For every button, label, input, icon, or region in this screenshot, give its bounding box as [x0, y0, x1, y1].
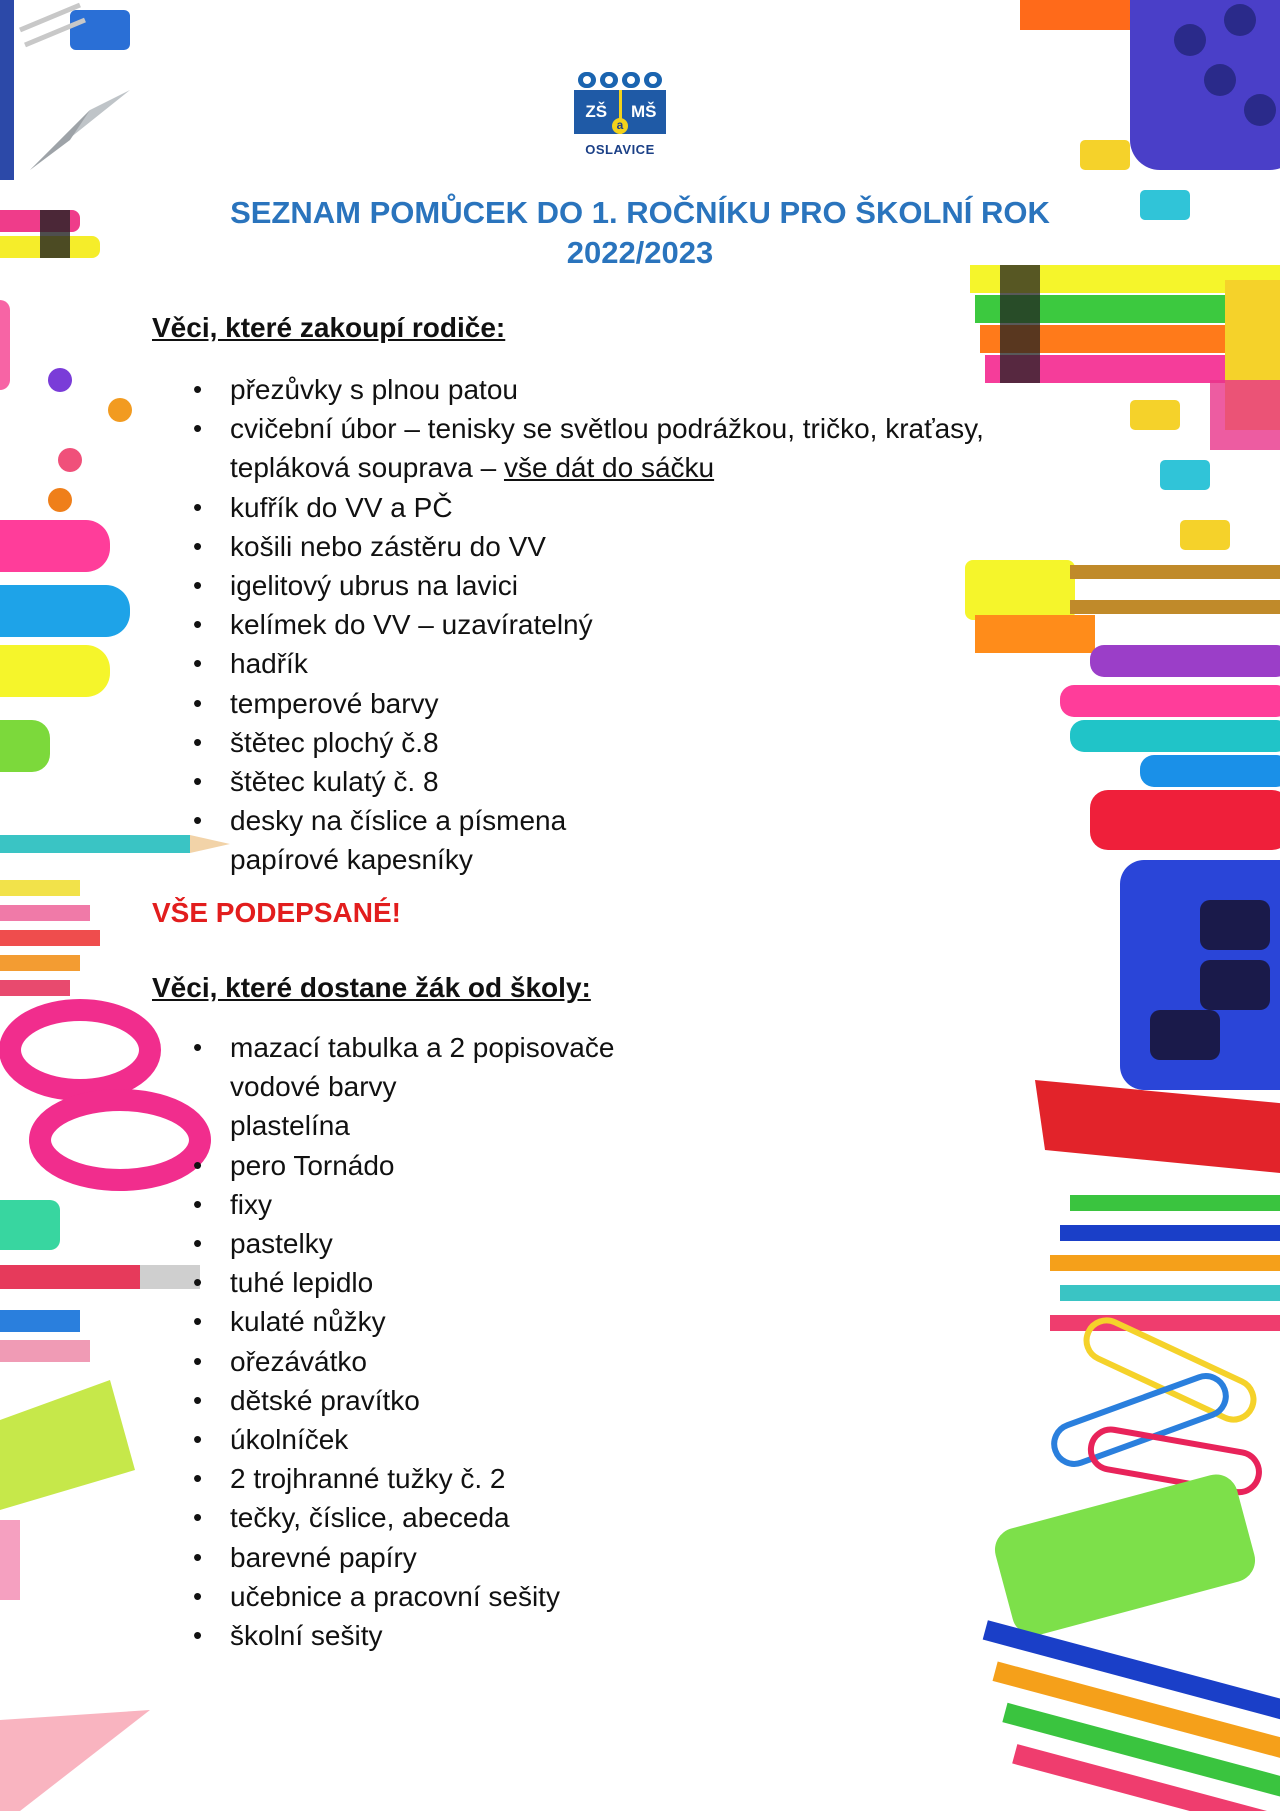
list-item: • igelitový ubrus na lavici — [0, 566, 960, 605]
list-item: • barevné papíry — [0, 1538, 960, 1577]
logo-left-text: ZŠ — [574, 90, 619, 134]
list-item: • pastelky — [0, 1224, 960, 1263]
logo-dots — [574, 72, 666, 88]
logo-connector: a — [612, 118, 628, 134]
list-item: • kufřík do VV a PČ — [0, 488, 960, 527]
list-item: • dětské pravítko — [0, 1381, 960, 1420]
title-line-1: SEZNAM POMŮCEK DO 1. ROČNÍKU PRO ŠKOLNÍ ROK — [230, 195, 1050, 230]
list-item-continuation: tepláková souprava – vše dát do sáčku — [230, 452, 715, 484]
list-item: • pero Tornádo — [0, 1146, 960, 1185]
list-item: • učebnice a pracovní sešity — [0, 1577, 960, 1616]
list-item: • cvičební úbor – tenisky se světlou podrážkou, tričko, kraťasy, tepláková souprava – vše dát do sáčku — [0, 409, 960, 487]
list-item: • tečky, číslice, abeceda — [0, 1498, 960, 1537]
list-item: • temperové barvy — [0, 684, 960, 723]
list-item: • hadřík — [0, 644, 960, 683]
list-item: • desky na číslice a písmena — [0, 801, 960, 840]
list-item: • kelímek do VV – uzavíratelný — [0, 605, 960, 644]
list-item: papírové kapesníky — [230, 844, 473, 876]
list-item: • školní sešity — [0, 1616, 960, 1655]
school-logo — [574, 72, 666, 164]
list-item: • kulaté nůžky — [0, 1302, 960, 1341]
list-item: • úkolníček — [0, 1420, 960, 1459]
list-item: vodové barvy — [230, 1071, 397, 1103]
list-item: plastelína — [230, 1110, 350, 1142]
school-section-heading: Věci, které dostane žák od školy: — [152, 972, 591, 1003]
title-line-2: 2022/2023 — [566, 235, 714, 270]
parents-section-heading: Věci, které zakoupí rodiče: — [152, 312, 506, 343]
list-item: • 2 trojhranné tužky č. 2 — [0, 1459, 960, 1498]
list-item: • ořezávátko — [0, 1342, 960, 1381]
list-item: • štětec plochý č.8 — [0, 723, 960, 762]
list-item: • mazací tabulka a 2 popisovače — [0, 1028, 960, 1067]
signed-warning: VŠE PODEPSANÉ! — [152, 897, 401, 928]
logo-town: OSLAVICE — [585, 142, 655, 157]
list-item: • přezůvky s plnou patou — [0, 370, 960, 409]
list-item: • fixy — [0, 1185, 960, 1224]
list-item: • košili nebo zástěru do VV — [0, 527, 960, 566]
logo-right-text: MŠ — [619, 90, 667, 134]
parents-items-list — [0, 370, 984, 880]
school-items-list — [0, 1028, 960, 1655]
list-item: • štětec kulatý č. 8 — [0, 762, 960, 801]
page-title — [150, 193, 1130, 273]
list-item: • tuhé lepidlo — [0, 1263, 960, 1302]
